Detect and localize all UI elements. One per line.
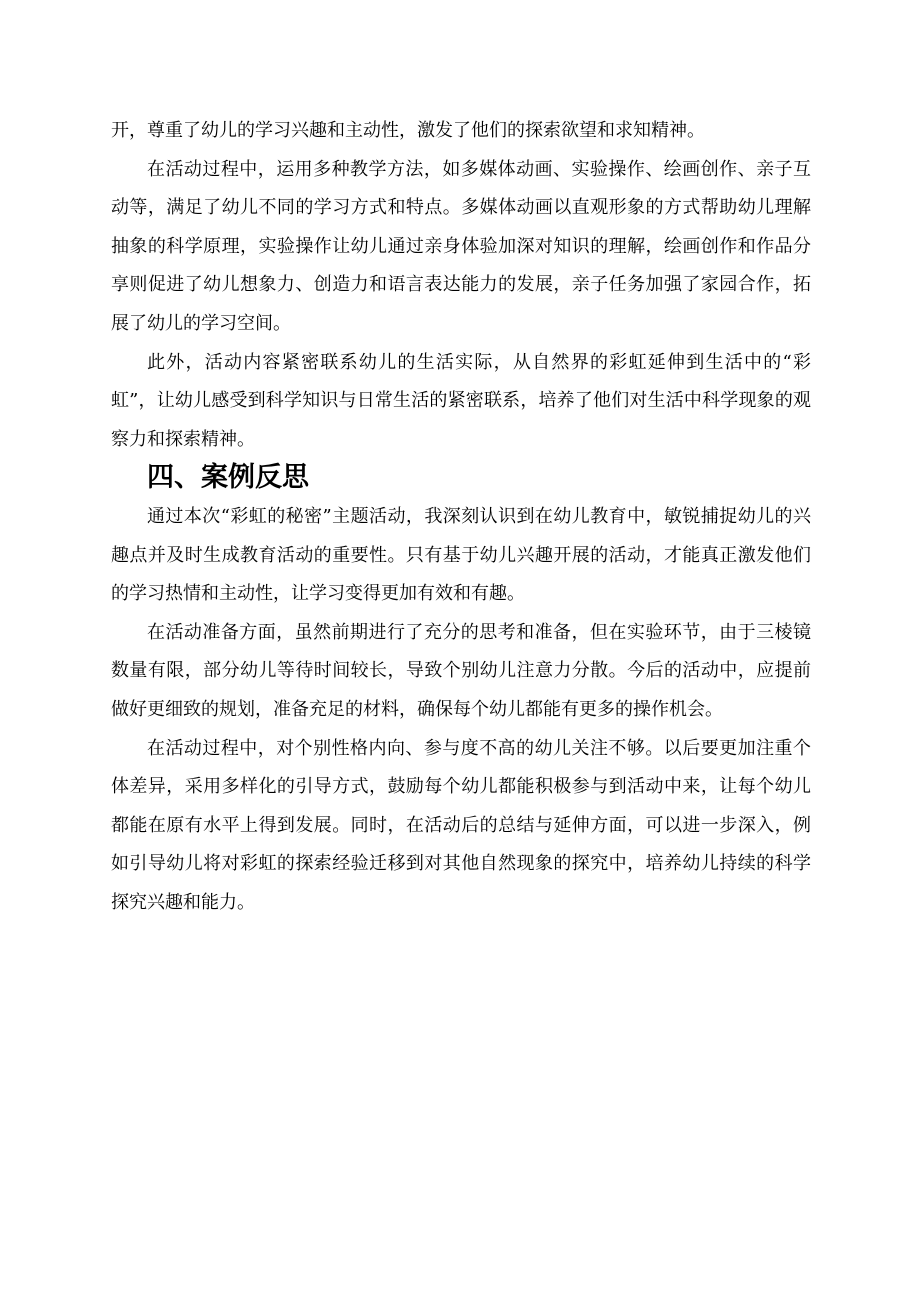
section-heading-reflection: 四、案例反思 — [147, 462, 309, 494]
paragraph-life-connection: 此外，活动内容紧密联系幼儿的生活实际，从自然界的彩虹延伸到生活中的“彩虹”，让幼儿感受到科学知识与日常生活的紧密联系，培养了他们对生活中科学现象的观察力和探索精神。 — [111, 351, 811, 450]
paragraph-reflection-interest: 通过本次“彩虹的秘密”主题活动，我深刻认识到在幼儿教育中，敏锐捕捉幼儿的兴趣点并及时生成教育活动的重要性。只有基于幼儿兴趣开展的活动，才能真正激发他们的学习热情和主动性，让学习变得更加有效和有趣。 — [111, 505, 811, 605]
paragraph-reflection-preparation: 在活动准备方面，虽然前期进行了充分的思考和准备，但在实验环节，由于三棱镜数量有限，部分幼儿等待时间较长，导致个别幼儿注意力分散。今后的活动中，应提前做好更细致的规划，准备充足的材料，确保每个幼儿都能有更多的操作机会。 — [111, 621, 811, 720]
paragraph-teaching-methods: 在活动过程中，运用多种教学方法，如多媒体动画、实验操作、绘画创作、亲子互动等，满足了幼儿不同的学习方式和特点。多媒体动画以直观形象的方式帮助幼儿理解抽象的科学原理，实验操作让幼儿通过亲身体验加深对知识的理解，绘画创作和作品分享则促进了幼儿想象力、创造力和语言表达能力的发展，亲子任务加强了家园合作，拓展了幼儿的学习空间。 — [111, 158, 811, 334]
document-body — [111, 112, 811, 922]
paragraph-continuation: 开，尊重了幼儿的学习兴趣和主动性，激发了他们的探索欲望和求知精神。 — [111, 120, 705, 141]
paragraph-reflection-process: 在活动过程中，对个别性格内向、参与度不高的幼儿关注不够。以后要更加注重个体差异，采用多样化的引导方式，鼓励每个幼儿都能积极参与到活动中来，让每个幼儿都能在原有水平上得到发展。同时，在活动后的总结与延伸方面，可以进一步深入，例如引导幼儿将对彩虹的探索经验迁移到对其他自然现象的探究中，培养幼儿持续的科学探究兴趣和能力。 — [111, 737, 811, 913]
